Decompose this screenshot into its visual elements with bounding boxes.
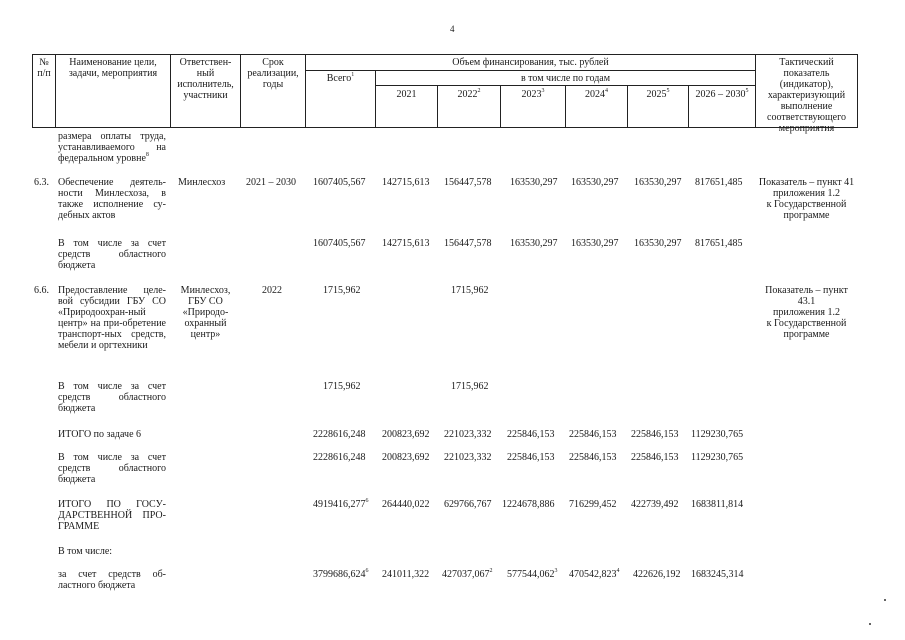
header-bottom-border [32,127,858,128]
total-task-6-budget-total: 2228616,248 [313,452,366,463]
row-6-6-budget-name: В том числе за счет средств областного бюджета [58,381,166,414]
header-year-2025: 2025$^5$ [646,88,670,100]
footnote-ref: 3 [554,568,558,574]
row-6-6-total: 1715,962 [323,285,361,296]
row-6-3-2022: 156447,578 [444,177,492,188]
scan-speck [869,623,871,625]
regional-budget-2025: 422626,192 [633,569,681,580]
total-task-6-2026-2030: 1129230,765 [691,429,744,440]
header-finance: Объем финансирования, тыс. рублей [452,57,609,68]
row-6-6-budget-2022: 1715,962 [451,381,489,392]
footnote-ref: 1 [351,72,355,78]
row-6-3-number: 6.3. [34,177,49,188]
row-6-3-2021: 142715,613 [382,177,430,188]
header-year-2026-2030: 2026 – 2030$^5$ [695,88,749,100]
total-program-name: ИТОГО ПО ГОСУ-ДАРСТВЕННОЙ ПРО-ГРАММЕ [58,499,166,532]
including-label: В том числе: [58,546,113,557]
row-6-3-2023: 163530,297 [510,177,558,188]
header-year-2021: 2021 [396,89,417,100]
row-6-3-2026-2030: 817651,485 [695,177,743,188]
total-task-6-2025: 225846,153 [631,429,679,440]
total-program-2022: 629766,767 [444,499,492,510]
total-task-6-budget-2025: 225846,153 [631,452,679,463]
row-6-3-indicator: Показатель – пункт 41 приложения 1.2 к Государственной программе [758,177,855,221]
row-6-3-responsible: Минлесхоз [178,177,226,188]
header-term: Срок реализации, годы [247,57,299,90]
row-6-3-term: 2021 – 2030 [246,177,296,188]
row-6-6-2022: 1715,962 [451,285,489,296]
header-year-2023: 2023$^3$ [521,88,545,100]
total-program-2025: 422739,492 [631,499,679,510]
row-6-3-budget-2025: 163530,297 [634,238,682,249]
row-6-3-name: Обеспечение деятель-ности Минлесхоза, в также исполнение су-дебных актов [58,177,166,221]
header-indicator: Тактический показатель (индикатор), характеризующий выполнение соответствующего мероприятия [767,57,846,134]
row-6-3-2025: 163530,297 [634,177,682,188]
total-task-6-name: ИТОГО по задаче 6 [58,429,142,440]
regional-budget-name: за счет средств об-ластного бюджета [58,569,166,591]
total-program-total: 4919416,277$^6$ [313,498,369,510]
total-task-6-total: 2228616,248 [313,429,366,440]
total-task-6-2023: 225846,153 [507,429,555,440]
row-6-6-indicator: Показатель – пункт 43.1 приложения 1.2 к Государственной программе [765,285,848,340]
header-year-2024: 2024$^4$ [585,88,608,100]
header-num: № п/п [37,57,51,79]
header-name: Наименование цели, задачи, мероприятия [68,57,158,79]
row-6-6-term: 2022 [262,285,282,296]
regional-budget-total: 3799686,624$^6$ [313,568,369,580]
col-border [857,54,858,128]
total-task-6-budget-name: В том числе за счет средств областного бюджета [58,452,166,485]
row-continuation: размера оплаты труда, устанавливаемого на федеральном уровне$^8$ [58,131,166,164]
header-year-2022: 2022$^2$ [457,88,481,100]
total-program-2021: 264440,022 [382,499,430,510]
header-responsible: Ответствен- ный исполнитель, участники [177,57,234,101]
regional-budget-2022: 427037,067$^2$ [442,568,493,580]
footnote-ref: 6 [365,498,369,504]
total-task-6-budget-2023: 225846,153 [507,452,555,463]
row-6-3-total: 1607405,567 [313,177,366,188]
regional-budget-2021: 241011,322 [382,569,430,580]
row-6-3-budget-2022: 156447,578 [444,238,492,249]
scan-speck [884,599,886,601]
row-6-3-budget-2024: 163530,297 [571,238,619,249]
footnote-ref: 2 [489,568,493,574]
row-6-6-name: Предоставление целе-вой субсидии ГБУ СО «Природоохран-ный центр» на при-обретение транспорт-ных средств, мебели и оргтехники [58,285,166,351]
header-by-year: в том числе по годам [520,73,611,84]
header-total [306,73,375,84]
footnote-ref: 8 [145,152,149,158]
total-task-6-2024: 225846,153 [569,429,617,440]
total-task-6-budget-2022: 221023,332 [444,452,492,463]
total-task-6-budget-2026-2030: 1129230,765 [691,452,744,463]
footnote-ref: 6 [365,568,369,574]
total-task-6-2021: 200823,692 [382,429,430,440]
row-6-6-responsible: Минлесхоз, ГБУ СО «Природо- охранный центр» [180,285,231,340]
row-6-3-2024: 163530,297 [571,177,619,188]
total-program-2024: 716299,452 [569,499,617,510]
header-total-label: Всего [326,73,352,84]
header-sub-border-1 [305,70,755,71]
page-number: 4 [450,24,455,34]
footnote-ref: 4 [616,568,620,574]
total-task-6-2022: 221023,332 [444,429,492,440]
total-program-2023: 1224678,886 [502,499,555,510]
row-6-6-number: 6.6. [34,285,49,296]
row-6-3-budget-name: В том числе за счет средств областного бюджета [58,238,166,271]
row-6-3-budget-total: 1607405,567 [313,238,366,249]
total-program-2026-2030: 1683811,814 [691,499,744,510]
row-6-3-budget-2021: 142715,613 [382,238,430,249]
regional-budget-2023: 577544,062$^3$ [507,568,558,580]
total-task-6-budget-2024: 225846,153 [569,452,617,463]
row-6-3-budget-2026-2030: 817651,485 [695,238,743,249]
total-task-6-budget-2021: 200823,692 [382,452,430,463]
row-6-3-budget-2023: 163530,297 [510,238,558,249]
regional-budget-2026-2030: 1683245,314 [691,569,744,580]
header-top-border [32,54,858,55]
regional-budget-2024: 470542,823$^4$ [569,568,620,580]
row-6-6-budget-total: 1715,962 [323,381,361,392]
